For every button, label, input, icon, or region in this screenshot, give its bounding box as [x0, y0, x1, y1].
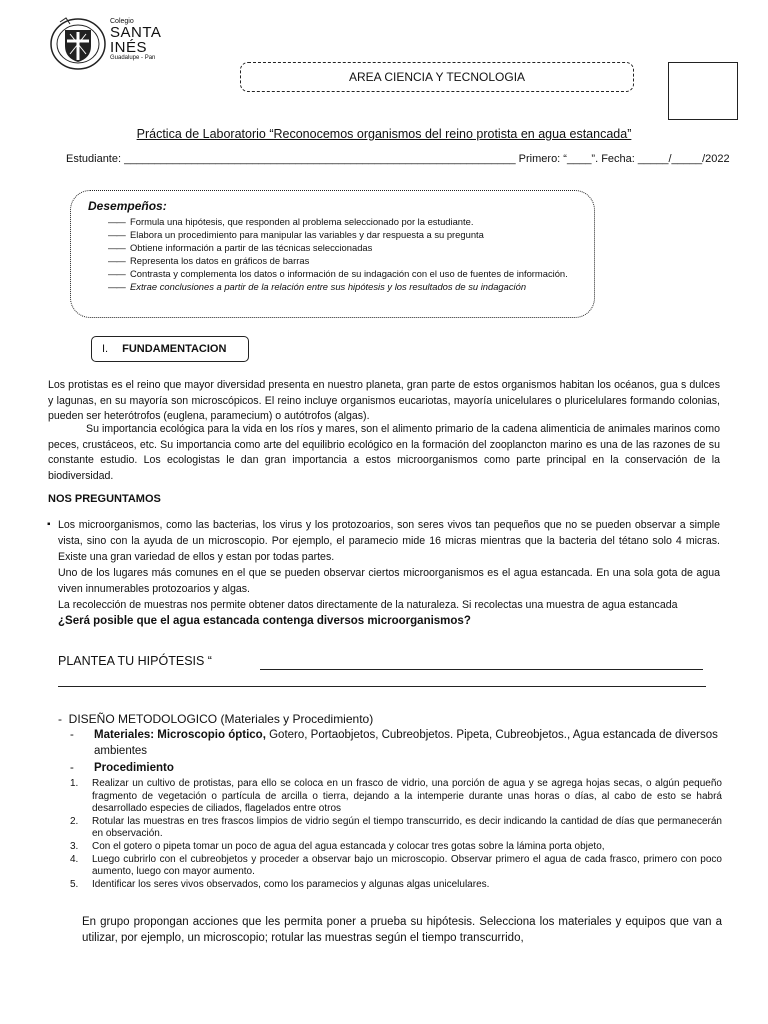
list-item: 1. Realizar un cultivo de protistas, para ello se coloca en un frasco de vidrio, una porción de agua y se agrega hojas secas, o algún pequeño fragmento de vegetación o partícula de arcilla o tierra, dejando a la intemperie durante unas horas o días, al cabo de esto se habrá desarrollado especies de ciliados, flagelados entre otros: [70, 778, 722, 815]
fundamentacion-paragraph-2: Su importancia ecológica para la vida en los ríos y mares, son el alimento primario de la cadena alimenticia de animales marinos como peces, crustáceos, etc. Su importancia como arte del equilibrio ecológico en la formación del zooplancton marino es una de las razones de su constante estudio. Los ecologistas le dan gran importancia a estos microorganismos como parte principal en la conservación de la biodiversidad.: [48, 423, 720, 482]
paragraph: ▪ Los microorganismos, como las bacterias, los virus y los protozoarios, son seres vivos tan pequeños que no se pueden observar a simple vista, sino con la ayuda de un microscopio. Por ejemplo, el paramecio mide 16 micras mientras que la bacteria del tétano solo 4 micras. Existe una gran variedad de ellos y estan por todas partes.: [48, 517, 720, 565]
diseno-heading: [58, 712, 373, 726]
step-text: Luego cubrirlo con el cubreobjetos y proceder a observar bajo un microscopio. Observar primero el agua de cada frasco, primero con poco aumento, luego con mayor aumento.: [92, 853, 722, 878]
step-text: Identificar los seres vivos observados, como los paramecios y algunas algas unicelulares.: [92, 878, 490, 890]
step-text: Con el gotero o pipeta tomar un poco de agua del agua estancada y colocar tres gotas sobre la lámina porta objeto,: [92, 840, 605, 852]
grade-box: [668, 62, 738, 120]
materiales-text: [94, 728, 722, 759]
procedimiento-label: Procedimiento: [94, 762, 174, 774]
list-item: 2. Rotular las muestras en tres frascos limpios de vidrio según el tiempo transcurrido, es decir indicando la cantidad de días que permanecerán en observación.: [70, 815, 722, 840]
page-title: Práctica de Laboratorio “Reconocemos organismos del reino protista en agua estancada”: [136, 127, 632, 141]
logo-name-line2: INÉS: [110, 39, 148, 56]
logo-text: [110, 18, 161, 61]
closing-paragraph: En grupo propongan acciones que les permita poner a prueba su hipótesis. Selecciona los materiales y equipos que van a utilizar, por ejemplo, un microscopio; rotular las muestras según el tiempo transcurrido,: [82, 916, 722, 944]
logo-small-text: Colegio: [110, 18, 134, 25]
list-item: —— Formula una hipótesis, que responden al problema seleccionado por la estudiante.: [108, 215, 578, 228]
list-item: —— Elabora un procedimiento para manipular las variables y dar respuesta a su pregunta: [108, 228, 578, 241]
dash: -: [70, 762, 74, 774]
paragraph: La recolección de muestras nos permite obtener datos directamente de la naturaleza. Si recolectas una muestra de agua estancada: [58, 599, 678, 611]
paragraph: Uno de los lugares más comunes en el que se pueden observar ciertos microorganismos es el agua estancada. En una sola gota de agua viven innumerables protozoarios y algas.: [58, 567, 720, 595]
dash: -: [58, 712, 62, 726]
hipotesis-label: PLANTEA TU HIPÓTESIS “: [58, 654, 212, 668]
list-item: —— Representa los datos en gráficos de barras: [108, 254, 578, 267]
list-item: —— Obtiene información a partir de las técnicas seleccionadas: [108, 241, 578, 254]
diseno-subtitle: (Materiales y Procedimiento): [220, 712, 374, 726]
nos-preguntamos-heading: NOS PREGUNTAMOS: [48, 493, 161, 505]
fundamentacion-paragraph-1: Los protistas es el reino que mayor diversidad presenta en nuestro planeta, gran parte de estos organismos habitan los océanos, gua s dulces y lagunas, en su mayoría son microscópicos. El reino incluye organismos eucariotas, mayoría unicelulares o pluricelulares formando colonias, pueden ser heterótrofos (euglena, paramecium) o autótrofos (algas).: [48, 379, 720, 422]
area-title-box: [240, 62, 634, 92]
section-number: I.: [102, 343, 109, 355]
fundamentacion-heading: [91, 336, 249, 362]
step-text: Rotular las muestras en tres frascos limpios de vidrio según el tiempo transcurrido, es decir indicando la cantidad de días que permanecerán en observación.: [92, 815, 722, 840]
materiales-list: Gotero, Portaobjetos, Cubreobjetos. Pipeta, Cubreobjetos., Agua estancada de diversos ambientes: [94, 729, 718, 757]
hipotesis-answer-line-2[interactable]: [58, 686, 706, 687]
diseno-title: DISEÑO METODOLOGICO: [68, 712, 218, 726]
section-label: FUNDAMENTACION: [122, 343, 227, 355]
list-item: 3. Con el gotero o pipeta tomar un poco de agua del agua estancada y colocar tres gotas sobre la lámina porta objeto,: [70, 840, 605, 852]
logo-location: Guadalupe - Pan: [110, 55, 156, 61]
area-title: AREA CIENCIA Y TECNOLOGIA: [348, 70, 526, 84]
research-question: ¿Será posible que el agua estancada contenga diversos microorganismos?: [58, 615, 471, 627]
hipotesis-answer-line[interactable]: [260, 669, 703, 670]
step-text: Realizar un cultivo de protistas, para ello se coloca en un frasco de vidrio, una porción de agua y se agrega hojas secas, o algún pequeño fragmento de vegetación o partícula de arcilla o tierra, dejando a la intemperie durante unas horas o días, al cabo de esto se habrá desarrollado especies de ciliados, flagelados entre otros: [92, 778, 722, 815]
school-crest-icon: [48, 14, 108, 76]
materiales-label: Materiales: Microscopio óptico,: [94, 729, 266, 741]
desempenos-title: Desempeños:: [88, 199, 167, 213]
list-item: 4. Luego cubrirlo con el cubreobjetos y proceder a observar bajo un microscopio. Observar primero el agua de cada frasco, primero con poco aumento, luego con mayor aumento.: [70, 853, 722, 878]
logo-name-line1: SANTA: [110, 24, 162, 41]
list-item: 5. Identificar los seres vivos observados, como los paramecios y algunas algas unicelulares.: [70, 878, 490, 890]
list-item: —— Contrasta y complementa los datos o información de su indagación con el uso de fuentes de información.: [108, 267, 578, 280]
list-item: —— Extrae conclusiones a partir de la relación entre sus hipótesis y los resultados de su indagación: [108, 280, 578, 293]
desempenos-list: [108, 215, 578, 293]
nos-preguntamos-body: [48, 517, 720, 629]
procedimiento-list: [70, 778, 722, 891]
student-info-line[interactable]: Estudiante: ________________________________________________________________ Primero: “____”. Fecha: _____/_____/2022: [66, 153, 730, 165]
dash: -: [70, 729, 74, 741]
